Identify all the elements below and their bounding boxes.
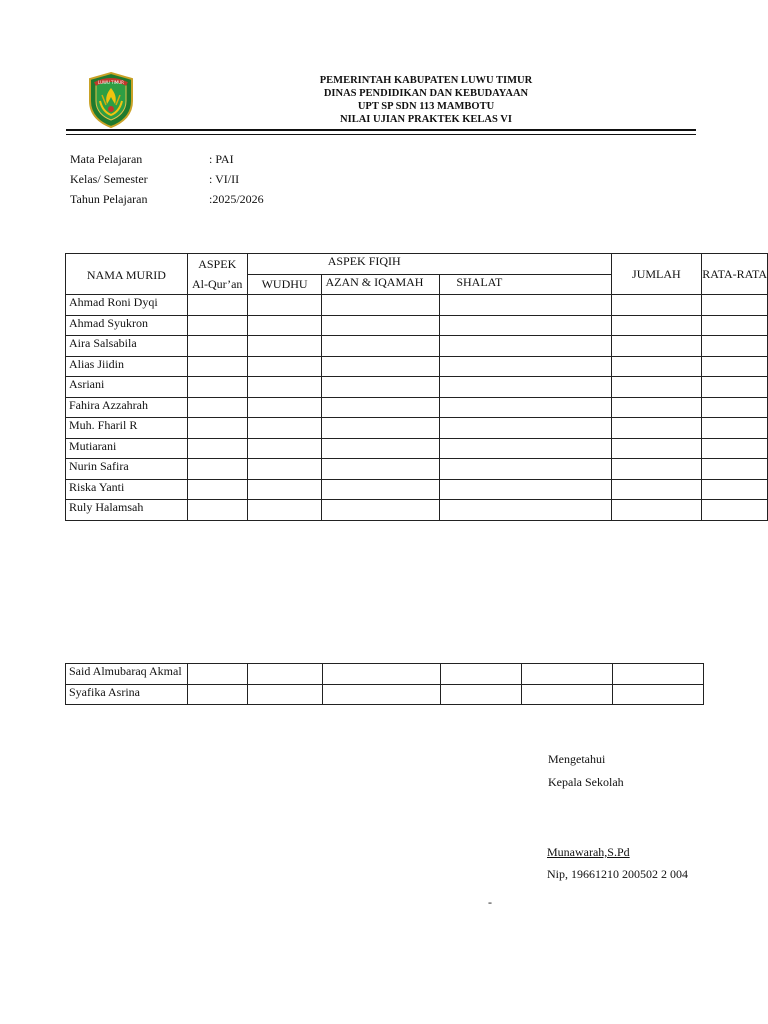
- header-rata-rata: RATA-RATA: [702, 254, 768, 295]
- footer-mark: -: [488, 895, 492, 909]
- signature-name: Munawarah,S.Pd: [547, 845, 630, 859]
- header-line-title: NILAI UJIAN PRAKTEK KELAS VI: [340, 114, 512, 125]
- regency-logo: [86, 71, 136, 129]
- table-row: [66, 397, 768, 418]
- document-header: [240, 74, 612, 126]
- header-nama-murid: NAMA MURID: [66, 254, 188, 295]
- table-row: [66, 459, 768, 480]
- student-name: Asriani: [66, 377, 188, 398]
- signature-nip: Nip, 19661210 200502 2 004: [547, 867, 688, 881]
- table-row: [66, 500, 768, 521]
- info-value: :2025/2026: [209, 192, 264, 206]
- header-aspek: ASPEK: [187, 254, 247, 275]
- table-row: [66, 479, 768, 500]
- table-header-row-1: [66, 254, 768, 275]
- header-rule-thin: [66, 134, 696, 135]
- header-line-school: UPT SP SDN 113 MAMBOTU: [357, 101, 495, 112]
- info-label: Tahun Pelajaran: [70, 192, 148, 206]
- signature-role: Kepala Sekolah: [548, 775, 624, 789]
- header-aspek-fiqih: ASPEK FIQIH: [247, 254, 611, 275]
- student-name: Syafika Asrina: [66, 684, 188, 705]
- student-name: Alias Jiidin: [66, 356, 188, 377]
- table-row: [66, 438, 768, 459]
- logo-text: LUWU TIMUR: [98, 80, 124, 85]
- info-row-class: [70, 172, 240, 186]
- student-name: Ahmad Syukron: [66, 315, 188, 336]
- header-alquran: Al-Qur’an: [187, 274, 247, 295]
- table-row: [66, 315, 768, 336]
- table-row: [66, 356, 768, 377]
- student-name: Riska Yanti: [66, 479, 188, 500]
- info-value: : PAI: [209, 152, 234, 166]
- info-value: : VI/II: [209, 172, 240, 186]
- info-label: Mata Pelajaran: [70, 152, 143, 166]
- info-label: Kelas/ Semester: [70, 172, 148, 186]
- student-name: Muh. Fharil R: [66, 418, 188, 439]
- header-rule-thick: [66, 129, 696, 131]
- student-name: Ruly Halamsah: [66, 500, 188, 521]
- student-name: Nurin Safira: [66, 459, 188, 480]
- grades-table-continued: [65, 663, 704, 705]
- header-shalat: SHALAT: [440, 274, 611, 295]
- header-azan-iqamah: AZAN & IQAMAH: [322, 274, 440, 295]
- info-row-subject: [70, 152, 234, 166]
- student-name: Ahmad Roni Dyqi: [66, 295, 188, 316]
- header-line-department: DINAS PENDIDIKAN DAN KEBUDAYAAN: [323, 88, 529, 99]
- table-row: [66, 684, 704, 705]
- header-line-government: PEMERINTAH KABUPATEN LUWU TIMUR: [319, 75, 533, 86]
- header-wudhu: WUDHU: [247, 274, 322, 295]
- student-name: Aira Salsabila: [66, 336, 188, 357]
- table-row: [66, 336, 768, 357]
- table-row: [66, 377, 768, 398]
- info-row-year: [70, 192, 264, 206]
- signature-acknowledged: Mengetahui: [548, 752, 606, 766]
- student-name: Mutiarani: [66, 438, 188, 459]
- table-row: [66, 295, 768, 316]
- table-row: [66, 664, 704, 685]
- grades-table: [65, 253, 768, 521]
- header-jumlah: JUMLAH: [611, 254, 702, 295]
- student-name: Said Almubaraq Akmal: [66, 664, 188, 685]
- table-row: [66, 418, 768, 439]
- student-name: Fahira Azzahrah: [66, 397, 188, 418]
